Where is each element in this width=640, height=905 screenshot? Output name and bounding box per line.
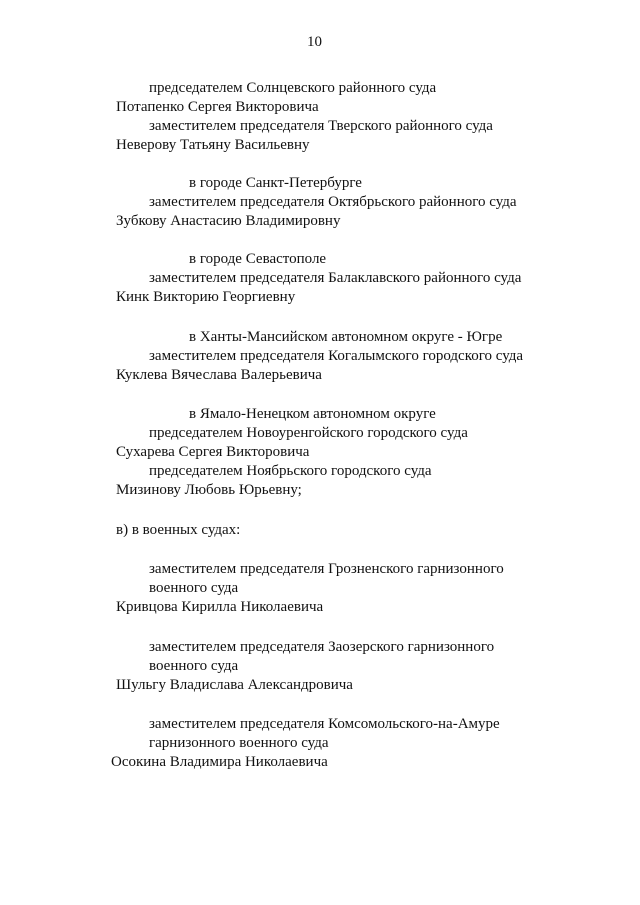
position-line: военного суда bbox=[149, 658, 239, 674]
position-line: председателем Новоуренгойского городского суда bbox=[149, 425, 468, 441]
region-heading: в городе Севастополе bbox=[189, 251, 327, 267]
person-name: Куклева Вячеслава Валерьевича bbox=[116, 367, 322, 383]
position-line: председателем Ноябрьского городского суда bbox=[149, 463, 432, 479]
person-name: Мизинову Любовь Юрьевну; bbox=[116, 482, 302, 498]
position-line: заместителем председателя Грозненского гарнизонного bbox=[149, 561, 504, 577]
page-number: 10 bbox=[307, 34, 322, 50]
section-heading: в) в военных судах: bbox=[116, 522, 241, 538]
position-line: заместителем председателя Заозерского гарнизонного bbox=[149, 639, 495, 655]
person-name: Зубкову Анастасию Владимировну bbox=[116, 213, 341, 229]
position-line: заместителем председателя Когалымского городского суда bbox=[149, 348, 524, 364]
position-line: заместителем председателя Октябрьского районного суда bbox=[149, 194, 517, 210]
region-heading: в Ханты-Мансийском автономном округе - Югре bbox=[189, 329, 503, 345]
region-heading: в Ямало-Ненецком автономном округе bbox=[189, 406, 436, 422]
position-line: председателем Солнцевского районного суда bbox=[149, 80, 437, 96]
person-name: Осокина Владимира Николаевича bbox=[111, 754, 328, 770]
position-line: гарнизонного военного суда bbox=[149, 735, 329, 751]
position-line: военного суда bbox=[149, 580, 239, 596]
position-line: заместителем председателя Комсомольского-на-Амуре bbox=[149, 716, 500, 732]
person-name: Потапенко Сергея Викторовича bbox=[116, 99, 319, 115]
position-line: заместителем председателя Тверского районного суда bbox=[149, 118, 493, 134]
person-name: Шульгу Владислава Александровича bbox=[116, 677, 353, 693]
person-name: Сухарева Сергея Викторовича bbox=[116, 444, 310, 460]
person-name: Кинк Викторию Георгиевну bbox=[116, 289, 296, 305]
person-name: Неверову Татьяну Васильевну bbox=[116, 137, 310, 153]
position-line: заместителем председателя Балаклавского районного суда bbox=[149, 270, 522, 286]
person-name: Кривцова Кирилла Николаевича bbox=[116, 599, 324, 615]
region-heading: в городе Санкт-Петербурге bbox=[189, 175, 362, 191]
